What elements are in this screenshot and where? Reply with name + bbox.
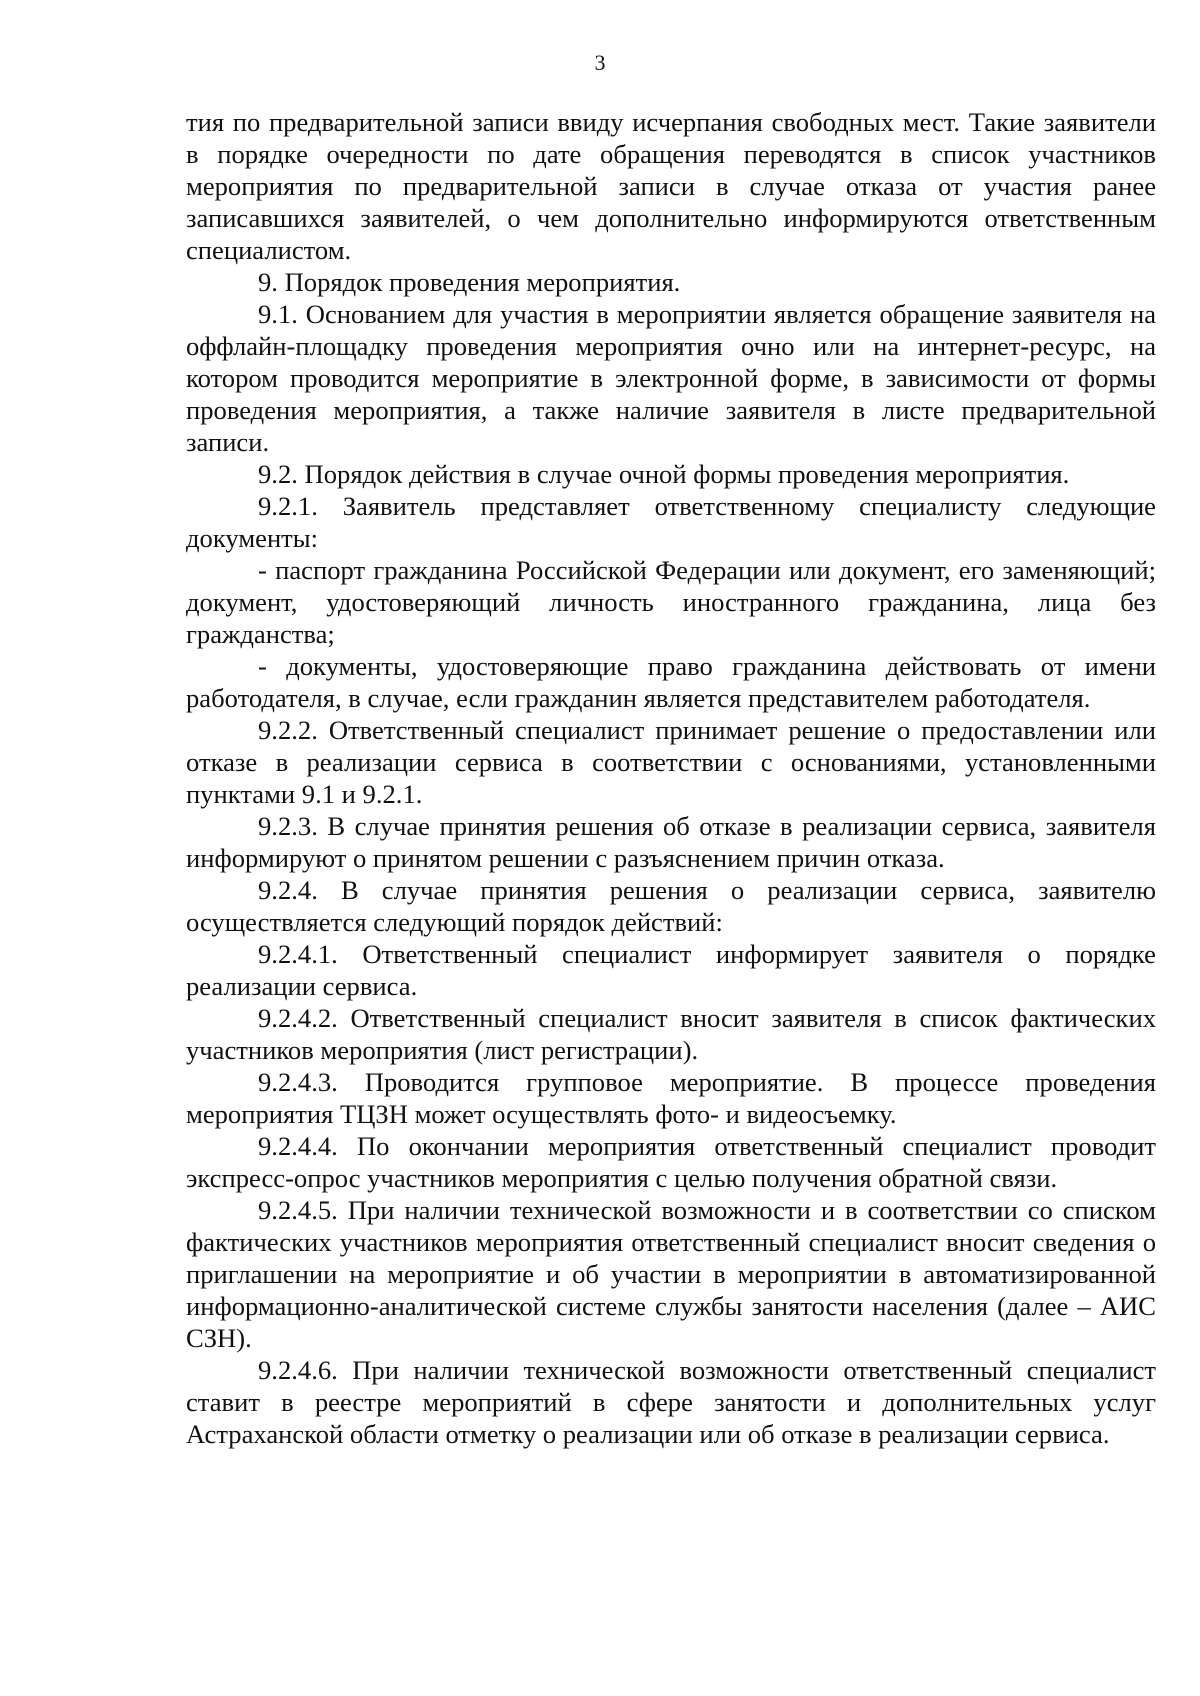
paragraph: 9.2.4.4. По окончании мероприятия ответственный специалист проводит экспресс-опрос участников мероприятия с целью получения обратной связи.	[186, 1131, 1156, 1193]
paragraph: 9.2.3. В случае принятия решения об отказе в реализации сервиса, заявителя информируют о принятом решении с разъяснением причин отказа.	[186, 811, 1156, 873]
paragraph: 9.2.4.2. Ответственный специалист вносит заявителя в список фактических участников мероприятия (лист регистрации).	[186, 1003, 1156, 1065]
paragraph: 9.2.4.3. Проводится групповое мероприятие. В процессе проведения мероприятия ТЦЗН может осуществлять фото- и видеосъемку.	[186, 1067, 1156, 1129]
paragraph: 9.2.4.6. При наличии технической возможности ответственный специалист ставит в реестре мероприятий в сфере занятости и дополнительных услуг Астраханской области отметку о реализации или об отказе в реализации сервиса.	[186, 1355, 1156, 1449]
list-item: - паспорт гражданина Российской Федерации или документ, его заменяющий; документ, удостоверяющий личность иностранного гражданина, лица без гражданства;	[186, 555, 1156, 649]
paragraph: 9.1. Основанием для участия в мероприятии является обращение заявителя на оффлайн-площадку проведения мероприятия очно или на интернет-ресурс, на котором проводится мероприятие в электронной форме, в зависимости от формы проведения мероприятия, а также наличие заявителя в листе предварительной записи.	[186, 299, 1156, 457]
paragraph: 9.2.4.1. Ответственный специалист информирует заявителя о порядке реализации сервиса.	[186, 939, 1156, 1001]
page-number: 3	[594, 50, 606, 75]
paragraph: 9.2.2. Ответственный специалист принимает решение о предоставлении или отказе в реализации сервиса в соответствии с основаниями, установленными пунктами 9.1 и 9.2.1.	[186, 715, 1156, 809]
paragraph: 9.2. Порядок действия в случае очной формы проведения мероприятия.	[258, 459, 1070, 489]
paragraph: 9.2.4.5. При наличии технической возможности и в соответствии со списком фактических участников мероприятия ответственный специалист вносит сведения о приглашении на мероприятие и об участии в мероприятии в автоматизированной информационно-аналитической системе службы занятости населения (далее – АИС СЗН).	[186, 1195, 1156, 1353]
paragraph: 9.2.1. Заявитель представляет ответственному специалисту следующие документы:	[186, 491, 1156, 553]
paragraph: 9.2.4. В случае принятия решения о реализации сервиса, заявителю осуществляется следующий порядок действий:	[186, 875, 1156, 937]
paragraph: тия по предварительной записи ввиду исчерпания свободных мест. Такие заявители в порядке очередности по дате обращения переводятся в список участников мероприятия по предварительной записи в случае отказа от участия ранее записавшихся заявителей, о чем дополнительно информируются ответственным специалистом.	[186, 107, 1156, 265]
document-body	[186, 106, 1156, 1450]
list-item: - документы, удостоверяющие право гражданина действовать от имени работодателя, в случае, если гражданин является представителем работодателя.	[186, 651, 1156, 713]
section-heading: 9. Порядок проведения мероприятия.	[258, 267, 681, 297]
